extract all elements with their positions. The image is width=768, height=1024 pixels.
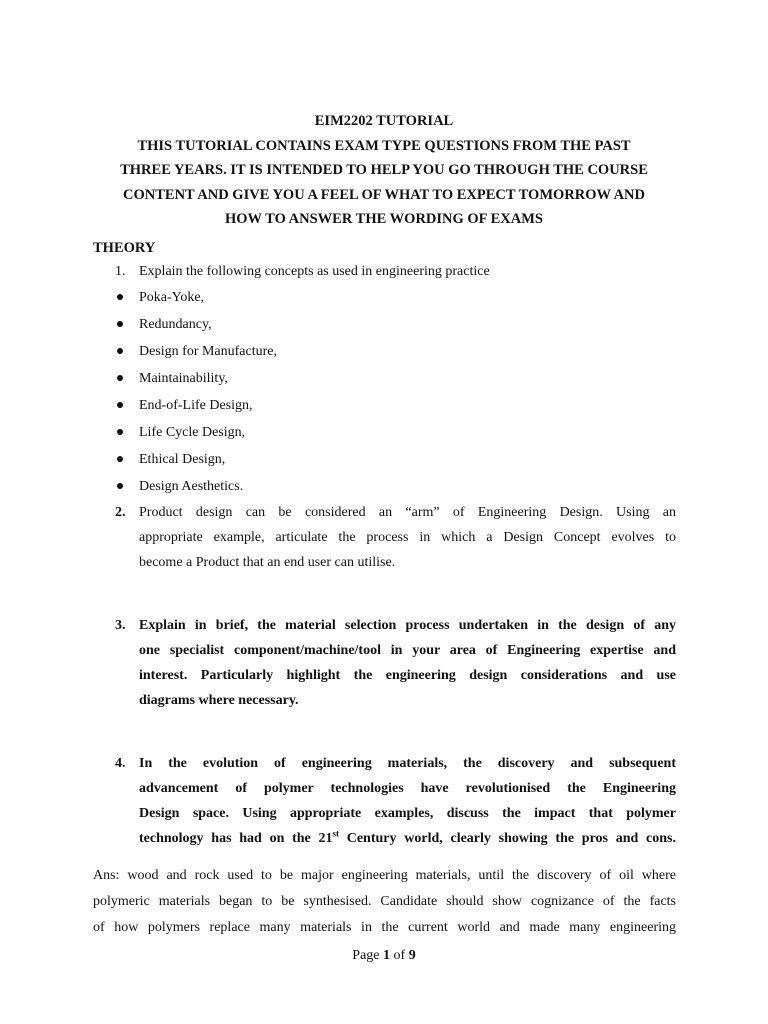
question-text: Explain the following concepts as used in engineering practice [139, 264, 490, 279]
list-item-text: Redundancy, [139, 317, 212, 332]
bullet-icon [117, 321, 123, 327]
heading-line: THIS TUTORIAL CONTAINS EXAM TYPE QUESTIONS FROM THE PAST [137, 137, 631, 154]
bullet-icon [117, 348, 123, 354]
concept-list [115, 287, 277, 503]
answer-paragraph [93, 863, 676, 941]
bullet-icon [117, 456, 123, 462]
text-line: polymeric materials began to be synthesised. Candidate should show cognizance of the facts [93, 894, 676, 909]
bullet-icon [117, 483, 123, 489]
text-line: of how polymers replace many materials in the current world and made many engineering [93, 920, 676, 935]
heading-title: EIM2202 TUTORIAL [314, 113, 454, 129]
list-item [115, 476, 277, 503]
question-number: 1. [115, 264, 126, 279]
current-page: 1 [383, 948, 391, 963]
list-item [115, 341, 277, 368]
text-line: advancement of polymer technologies have revolutionised the Engineering [139, 781, 676, 796]
text-line: interest. Particularly highlight the engineering design considerations and use [139, 668, 676, 683]
list-item [115, 449, 277, 476]
list-item [115, 422, 277, 449]
page-number: Page 1 of 9 [352, 948, 416, 963]
question-1 [115, 261, 490, 283]
list-item-text: Poka-Yoke, [139, 290, 205, 305]
bullet-icon [117, 402, 123, 408]
question-number: 4. [115, 756, 126, 771]
list-item-text: Design for Manufacture, [139, 344, 278, 359]
text-line-with-superscript: technology has had on the 21st Century world, clearly showing the pros and cons. [139, 828, 676, 846]
text-line: Explain in brief, the material selection process undertaken in the design of any [139, 618, 676, 633]
list-item-text: Design Aesthetics. [139, 479, 244, 494]
question-number: 2. [115, 505, 126, 520]
text-line: become a Product that an end user can utilise. [139, 555, 396, 570]
list-item-text: End-of-Life Design, [139, 398, 253, 413]
text-line: appropriate example, articulate the process in which a Design Concept evolves to [139, 530, 676, 545]
section-title: THEORY [93, 240, 156, 256]
ordinal-superscript: st [332, 828, 339, 839]
question-3 [115, 613, 676, 713]
list-item [115, 314, 277, 341]
list-item-text: Maintainability, [139, 371, 228, 386]
bullet-icon [117, 375, 123, 381]
question-text [139, 751, 676, 851]
total-pages: 9 [408, 948, 416, 963]
bullet-icon [117, 429, 123, 435]
text-line: Product design can be considered an “arm” of Engineering Design. Using an [139, 505, 676, 520]
list-item [115, 368, 277, 395]
question-number: 3. [115, 618, 126, 633]
bullet-icon [117, 294, 123, 300]
question-text [139, 500, 676, 575]
heading-line: CONTENT AND GIVE YOU A FEEL OF WHAT TO EXPECT TOMORROW AND [123, 186, 645, 203]
text-line: one specialist component/machine/tool in your area of Engineering expertise and [139, 643, 676, 658]
heading-line: THREE YEARS. IT IS INTENDED TO HELP YOU GO THROUGH THE COURSE [120, 162, 648, 178]
list-item [115, 287, 277, 314]
text-line: In the evolution of engineering materials, the discovery and subsequent [139, 756, 676, 771]
question-text [139, 613, 676, 713]
list-item [115, 395, 277, 422]
list-item-text: Life Cycle Design, [139, 425, 246, 440]
text-line: diagrams where necessary. [139, 693, 299, 708]
heading-line: HOW TO ANSWER THE WORDING OF EXAMS [225, 211, 543, 227]
text-line: Ans: wood and rock used to be major engineering materials, until the discovery of oil where [93, 868, 676, 883]
list-item-text: Ethical Design, [139, 452, 226, 467]
question-4 [115, 751, 676, 851]
question-2 [115, 500, 676, 575]
document-heading [80, 109, 688, 232]
text-line: Design space. Using appropriate examples, discuss the impact that polymer [139, 806, 676, 821]
